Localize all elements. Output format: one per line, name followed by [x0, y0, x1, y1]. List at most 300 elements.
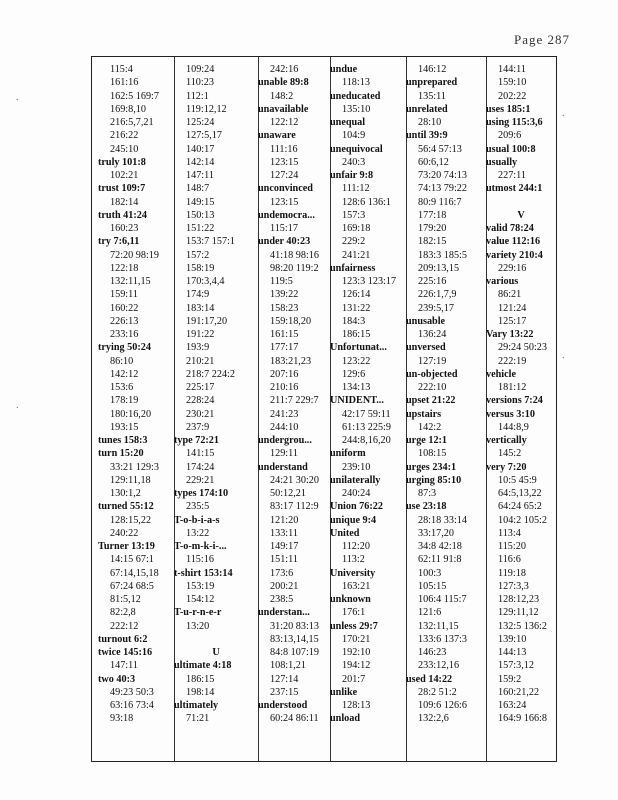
page-line-reference: 148:2 [270, 90, 294, 102]
page-line-reference: 115:16 [186, 554, 214, 566]
page-line-reference: 60:24 86:11 [270, 713, 319, 725]
page-line-reference: 183:14 [186, 302, 215, 314]
index-term: undue [330, 64, 358, 75]
page-line-reference: 239:5,17 [418, 302, 454, 314]
page-line-reference: 160:22 [110, 302, 139, 314]
page-line-reference: 126:14 [342, 289, 371, 301]
page-line-reference: 237:15 [270, 686, 299, 698]
scan-speck-mark: ⸱ [16, 95, 19, 106]
page-line-reference: 119:5 [270, 276, 293, 287]
page-line-reference: 180:16,20 [110, 408, 152, 420]
page-line-reference: 110:23 [186, 77, 214, 89]
page-line-reference: 228:24 [186, 395, 215, 407]
scan-speck-mark: ⸱ [562, 111, 565, 122]
page-line-reference: 122:18 [110, 262, 139, 274]
page-line-reference: 142:12 [110, 368, 139, 380]
page-line-reference: 222:12 [110, 620, 139, 632]
page-line-reference: 119:12,12 [186, 103, 227, 115]
page-line-reference: 127:3,3 [498, 580, 529, 592]
page-line-reference: 241:23 [270, 408, 299, 420]
index-term: various [486, 276, 519, 287]
page-line-reference: 106:4 115:7 [418, 594, 467, 605]
index-term: T-o-b-i-a-s [174, 514, 220, 526]
page-line-reference: 135:10 [342, 103, 371, 115]
index-term: unequal [330, 117, 366, 128]
page-line-reference: 81:5,12 [110, 594, 141, 605]
page-line-reference: 159:2 [498, 673, 522, 685]
index-term: types 174:10 [174, 488, 229, 499]
page-line-reference: 136:24 [418, 329, 447, 340]
page-line-reference: 237:9 [186, 421, 210, 433]
page-line-reference: 134:13 [342, 382, 371, 393]
page-line-reference: 111:16 [270, 143, 298, 155]
index-term: understood [258, 700, 308, 711]
index-term: unilaterally [330, 474, 381, 486]
index-term: Turner 13:19 [98, 541, 155, 552]
page-line-reference: 164:9 166:8 [498, 713, 547, 725]
index-term: versions 7:24 [486, 395, 543, 407]
index-term: vehicle [486, 368, 516, 380]
index-term: value 112:16 [486, 236, 541, 248]
index-term: type 72:21 [174, 435, 219, 446]
index-term: uniform [330, 448, 366, 460]
page-line-reference: 144:13 [498, 647, 527, 658]
page-line-reference: 153:19 [186, 580, 215, 592]
page-line-reference: 207:16 [270, 368, 299, 380]
page-line-reference: 159:18,20 [270, 315, 312, 327]
page-line-reference: 102:21 [110, 170, 139, 181]
page-line-reference: 128:12,23 [498, 594, 540, 605]
page-line-reference: 98:20 119:2 [270, 262, 319, 274]
page-line-reference: 186:15 [186, 673, 215, 685]
page-line-reference: 209:13,15 [418, 262, 460, 274]
page-line-reference: 113:2 [342, 554, 365, 566]
page-line-reference: 179:20 [418, 223, 447, 234]
page-line-reference: 192:10 [342, 647, 371, 658]
page-line-reference: 201:7 [342, 673, 366, 685]
page-line-reference: 28:10 [418, 117, 442, 128]
page-line-reference: 123:15 [270, 196, 299, 208]
page-line-reference: 241:21 [342, 249, 371, 261]
page-line-reference: 121:6 [418, 607, 442, 619]
index-term: two 40:3 [98, 673, 136, 685]
page-number: Page 287 [513, 32, 570, 47]
page-line-reference: 186:15 [342, 329, 371, 340]
page-line-reference: 181:12 [498, 382, 527, 393]
page-line-reference: 74:13 79:22 [418, 183, 467, 195]
page-line-reference: 115:4 [110, 64, 133, 75]
page-line-reference: 174:9 [186, 289, 210, 301]
page-line-reference: 61:13 225:9 [342, 421, 391, 433]
page-line-reference: 238:5 [270, 594, 294, 605]
page-line-reference: 139:10 [498, 633, 527, 645]
page-line-reference: 216:5,7,21 [110, 117, 154, 128]
page-line-reference: 151:11 [270, 554, 298, 566]
page-line-reference: 128:13 [342, 700, 371, 711]
page-line-reference: 147:11 [110, 660, 138, 672]
page-line-reference: 119:18 [498, 567, 526, 579]
page-line-reference: 157:3 [342, 209, 366, 221]
index-term: until 39:9 [406, 130, 448, 142]
page-line-reference: 87:3 [418, 488, 437, 499]
page-line-reference: 230:21 [186, 408, 215, 420]
page-line-reference: 233:12,16 [418, 660, 460, 672]
index-column-5 [406, 63, 486, 761]
page-line-reference: 145:2 [498, 448, 522, 460]
page-line-reference: 194:12 [342, 660, 371, 672]
page-line-reference: 82:2,8 [110, 607, 136, 619]
page-line-reference: 123:15 [270, 156, 299, 168]
index-term: unaware [258, 130, 296, 142]
scan-speck-mark: ⸱ [562, 353, 565, 364]
page-line-reference: 150:13 [186, 209, 215, 221]
page-line-reference: 130:1,2 [110, 488, 141, 499]
page-line-reference: 202:22 [498, 90, 527, 102]
page-line-reference: 170:3,4,4 [186, 276, 225, 287]
page-line-reference: 123:3 123:17 [342, 276, 397, 287]
page-line-reference: 193:15 [110, 421, 139, 433]
index-term: tunes 158:3 [98, 435, 148, 446]
page-line-reference: 141:15 [186, 448, 215, 460]
page-line-reference: 24:21 30:20 [270, 474, 319, 486]
page-line-reference: 133:6 137:3 [418, 633, 467, 645]
index-term: understand [258, 461, 308, 473]
page-line-reference: 159:11 [110, 289, 138, 301]
index-term: unload [330, 713, 361, 725]
page-line-reference: 160:21,22 [498, 686, 540, 698]
index-term: UNIDENT... [330, 395, 384, 407]
page-line-reference: 210:21 [186, 355, 215, 367]
index-term: try 7:6,11 [98, 236, 140, 248]
page-line-reference: 60:6,12 [418, 156, 449, 168]
index-term: unfair 9:8 [330, 170, 374, 181]
page-line-reference: 146:12 [418, 64, 447, 75]
page-line-reference: 211:7 229:7 [270, 395, 319, 407]
page-line-reference: 163:21 [342, 580, 371, 592]
page-line-reference: 153:6 [110, 382, 134, 393]
page-line-reference: 129:11,12 [498, 607, 539, 619]
index-term: unique 9:4 [330, 514, 377, 526]
page-line-reference: 121:24 [498, 302, 527, 314]
page-line-reference: 63:16 73:4 [110, 700, 154, 711]
page-line-reference: 80:9 116:7 [418, 196, 462, 208]
index-term: unknown [330, 594, 371, 605]
index-term: twice 145:16 [98, 647, 153, 658]
page-line-reference: 191:17,20 [186, 315, 228, 327]
page-line-reference: 153:7 157:1 [186, 236, 235, 248]
index-term: very 7:20 [486, 461, 527, 473]
page-line-reference: 121:20 [270, 514, 299, 526]
page-line-reference: 67:14,15,18 [110, 567, 159, 579]
index-term: usual 100:8 [486, 143, 536, 155]
page-line-reference: 154:12 [186, 594, 215, 605]
index-term: T-o-m-k-i-... [174, 541, 227, 552]
index-term: urging 85:10 [406, 474, 462, 486]
page-line-reference: 177:17 [270, 342, 299, 354]
index-term: Vary 13:22 [486, 329, 534, 340]
page-line-reference: 244:8,16,20 [342, 435, 391, 446]
page-line-reference: 83:13,14,15 [270, 633, 319, 645]
page-line-reference: 229:21 [186, 474, 215, 486]
page-line-reference: 14:15 67:1 [110, 554, 154, 566]
page-line-reference: 132:5 136:2 [498, 620, 547, 632]
index-term: ultimately [174, 700, 219, 711]
page-line-reference: 111:12 [342, 183, 370, 195]
index-term: understan... [258, 607, 310, 619]
page-line-reference: 129:11,18 [110, 474, 151, 486]
page-line-reference: 158:19 [186, 262, 215, 274]
index-term: versus 3:10 [486, 408, 535, 420]
page-line-reference: 184:3 [342, 315, 366, 327]
page-line-reference: 104:2 105:2 [498, 514, 547, 526]
page-line-reference: 132:2,6 [418, 713, 449, 725]
page-line-reference: 64:5,13,22 [498, 488, 542, 499]
page-line-reference: 244:10 [270, 421, 299, 433]
page-line-reference: 116:6 [498, 554, 521, 566]
page-line-reference: 135:11 [418, 90, 446, 102]
index-term: turnout 6:2 [98, 633, 148, 645]
page-line-reference: 115:17 [270, 223, 298, 234]
page-line-reference: 225:17 [186, 382, 215, 393]
page-line-reference: 132:11,15 [110, 276, 151, 287]
page-line-reference: 129:6 [342, 368, 366, 380]
page-line-reference: 157:2 [186, 249, 210, 261]
page-line-reference: 182:15 [418, 236, 447, 248]
page-line-reference: 209:6 [498, 130, 522, 142]
index-term: vertically [486, 435, 527, 446]
index-term: using 115:3,6 [486, 117, 543, 128]
page-line-reference: 127:19 [418, 355, 447, 367]
page-line-reference: 210:16 [270, 382, 299, 393]
page-line-reference: 105:15 [418, 580, 447, 592]
page-line-reference: 222:19 [498, 355, 527, 367]
page-line-reference: 242:16 [270, 64, 299, 75]
index-term: upset 21:22 [406, 395, 456, 407]
scan-speck-mark: ⸱ [16, 403, 19, 414]
word-index-table [91, 56, 557, 762]
index-column-3 [258, 63, 330, 761]
page-line-reference: 240:22 [110, 527, 139, 539]
page-line-reference: 161:15 [270, 329, 299, 340]
index-term: undergrou... [258, 435, 312, 446]
page-line-reference: 125:17 [498, 315, 527, 327]
page-line-reference: 148:7 [186, 183, 210, 195]
page-line-reference: 50:12,21 [270, 488, 306, 499]
page-line-reference: 64:24 65:2 [498, 501, 542, 513]
page-line-reference: 93:18 [110, 713, 134, 725]
index-term: Unfortunat... [330, 342, 387, 354]
index-column-6 [486, 63, 556, 761]
page-line-reference: 109:24 [186, 64, 215, 75]
page-line-reference: 71:21 [186, 713, 210, 725]
page-line-reference: 83:17 112:9 [270, 501, 319, 513]
page-line-reference: 84:8 107:19 [270, 647, 319, 658]
index-term: t-shirt 153:14 [174, 567, 233, 579]
page-line-reference: 29:24 50:23 [498, 342, 547, 354]
page-line-reference: 240:3 [342, 156, 366, 168]
page-line-reference: 142:14 [186, 156, 215, 168]
index-term: unversed [406, 342, 446, 354]
index-term: usually [486, 156, 518, 168]
index-term: utmost 244:1 [486, 183, 543, 195]
index-term: unfairness [330, 262, 376, 274]
page-line-reference: 28:2 51:2 [418, 686, 457, 698]
page-line-reference: 225:16 [418, 276, 447, 287]
page-line-reference: 235:5 [186, 501, 210, 513]
page-line-reference: 183:3 185:5 [418, 249, 467, 261]
page-line-reference: 125:24 [186, 117, 215, 128]
page-line-reference: 113:4 [498, 527, 521, 539]
page-line-reference: 178:19 [110, 395, 139, 407]
page-line-reference: 72:20 98:19 [110, 249, 159, 261]
page-line-reference: 127:14 [270, 673, 299, 685]
page-line-reference: 112:1 [186, 90, 209, 102]
index-term: unequivocal [330, 143, 383, 155]
index-term: United [330, 527, 360, 539]
page-line-reference: 86:21 [498, 289, 522, 301]
page-line-reference [486, 196, 556, 209]
page-line-reference: 174:24 [186, 461, 215, 473]
index-term: Union 76:22 [330, 501, 383, 513]
page-line-reference: 160:23 [110, 223, 139, 234]
page-line-reference: 193:9 [186, 342, 210, 354]
page-line-reference: 233:16 [110, 329, 139, 340]
page-line-reference: 170:21 [342, 633, 371, 645]
page-line-reference: 56:4 57:13 [418, 143, 462, 155]
page-line-reference: 159:10 [498, 77, 527, 89]
page-line-reference: 123:22 [342, 355, 371, 367]
page-line-reference: 144:8,9 [498, 421, 529, 433]
page-line-reference: 198:14 [186, 686, 215, 698]
page-line-reference: 147:11 [186, 170, 214, 181]
page-line-reference: 218:7 224:2 [186, 368, 235, 380]
page-line-reference: 169:8,10 [110, 103, 146, 115]
page-line-reference: 177:18 [418, 209, 447, 221]
page-line-reference: 151:22 [186, 223, 215, 234]
page-line-reference: 245:10 [110, 143, 139, 155]
page-line-reference: 41:18 98:16 [270, 249, 319, 261]
page-line-reference: 127:5,17 [186, 130, 222, 142]
page-line-reference: 226:1,7,9 [418, 289, 457, 301]
index-term: undemocra... [258, 209, 315, 221]
page-line-reference: 146:23 [418, 647, 447, 658]
page-line-reference: 118:13 [342, 77, 370, 89]
index-term: unable 89:8 [258, 77, 309, 89]
page-line-reference: 62:11 91:8 [418, 554, 462, 566]
page-line-reference: 158:23 [270, 302, 299, 314]
page-line-reference [174, 633, 258, 646]
index-term: unlike [330, 686, 358, 698]
index-term: under 40:23 [258, 236, 311, 248]
page-line-reference: 115:20 [498, 541, 526, 552]
page-line-reference: 13:22 [186, 527, 210, 539]
index-term: unavailable [258, 103, 309, 115]
page-line-reference: 129:11 [270, 448, 298, 460]
page-line-reference: 173:6 [270, 567, 294, 579]
index-term: valid 78:24 [486, 223, 534, 234]
index-term: uneducated [330, 90, 381, 102]
page-line-reference: 239:10 [342, 461, 371, 473]
page-line-reference: 49:23 50:3 [110, 686, 154, 698]
page-line-reference: 34:8 42:18 [418, 541, 462, 552]
index-term: variety 210:4 [486, 249, 543, 261]
page-line-reference: 176:1 [342, 607, 366, 619]
page-line-reference: 132:11,15 [418, 620, 459, 632]
page-line-reference: 240:24 [342, 488, 371, 499]
page-line-reference: 142:2 [418, 421, 442, 433]
page-line-reference: 200:21 [270, 580, 299, 592]
index-term: unless 29:7 [330, 620, 378, 632]
index-column-2 [174, 63, 258, 761]
page-line-reference: 139:22 [270, 289, 299, 301]
page-line-reference: 28:18 33:14 [418, 514, 467, 526]
index-term: truth 41:24 [98, 209, 147, 221]
index-term: trust 109:7 [98, 183, 146, 195]
page-line-reference: 229:2 [342, 236, 366, 248]
page-line-reference: 140:17 [186, 143, 215, 155]
page-line-reference: 182:14 [110, 196, 139, 208]
page-line-reference: 216:22 [110, 130, 139, 142]
index-term: urge 12:1 [406, 435, 448, 446]
index-term: turned 55:12 [98, 501, 154, 513]
page-line-reference: 183:21,23 [270, 355, 312, 367]
index-term: unconvinced [258, 183, 313, 195]
page-line-reference: 33:17,20 [418, 527, 454, 539]
index-term: used 14:22 [406, 673, 453, 685]
index-term: truly 101:8 [98, 156, 146, 168]
page-line-reference: 163:24 [498, 700, 527, 711]
page-line-reference: 108:15 [418, 448, 447, 460]
index-term: unprepared [406, 77, 458, 89]
page-line-reference: 100:3 [418, 567, 442, 579]
page-line-reference: 10:5 45:9 [498, 474, 537, 486]
page-line-reference: 127:24 [270, 170, 299, 181]
page-line-reference: 122:12 [270, 117, 299, 128]
page-line-reference: 86:10 [110, 355, 134, 367]
index-term: turn 15:20 [98, 448, 144, 460]
page-line-reference: 227:11 [498, 170, 526, 181]
index-term: University [330, 567, 376, 579]
index-term: uses 185:1 [486, 103, 531, 115]
page-line-reference: 33:21 129:3 [110, 461, 159, 473]
page-line-reference: 226:13 [110, 315, 139, 327]
page-line-reference: 108:1,21 [270, 660, 306, 672]
index-term: ultimate 4:18 [174, 660, 232, 672]
page-line-reference: 133:11 [270, 527, 298, 539]
page-line-reference: 222:10 [418, 382, 447, 393]
page-line-reference: 67:24 68:5 [110, 580, 154, 592]
page-line-reference: 128:6 136:1 [342, 196, 391, 208]
index-term: trying 50:24 [98, 342, 151, 354]
page-line-reference: 42:17 59:11 [342, 408, 391, 420]
page-line-reference: 149:17 [270, 541, 299, 552]
page-line-reference: 169:18 [342, 223, 371, 234]
index-term: upstairs [406, 408, 442, 420]
page-line-reference: 131:22 [342, 302, 371, 314]
index-term: use 23:18 [406, 501, 447, 513]
page-line-reference: 161:16 [110, 77, 139, 89]
page-line-reference: 112:20 [342, 541, 370, 552]
page-line-reference: 104:9 [342, 130, 366, 142]
page-line-reference: 229:16 [498, 262, 527, 274]
page-line-reference: 13:20 [186, 620, 210, 632]
section-letter: U [212, 647, 220, 658]
page-line-reference: 162:5 169:7 [110, 90, 159, 102]
index-term: un-objected [406, 368, 458, 380]
page-line-reference: 144:11 [498, 64, 526, 75]
page-line-reference: 31:20 83:13 [270, 620, 319, 632]
page-line-reference: 149:15 [186, 196, 215, 208]
